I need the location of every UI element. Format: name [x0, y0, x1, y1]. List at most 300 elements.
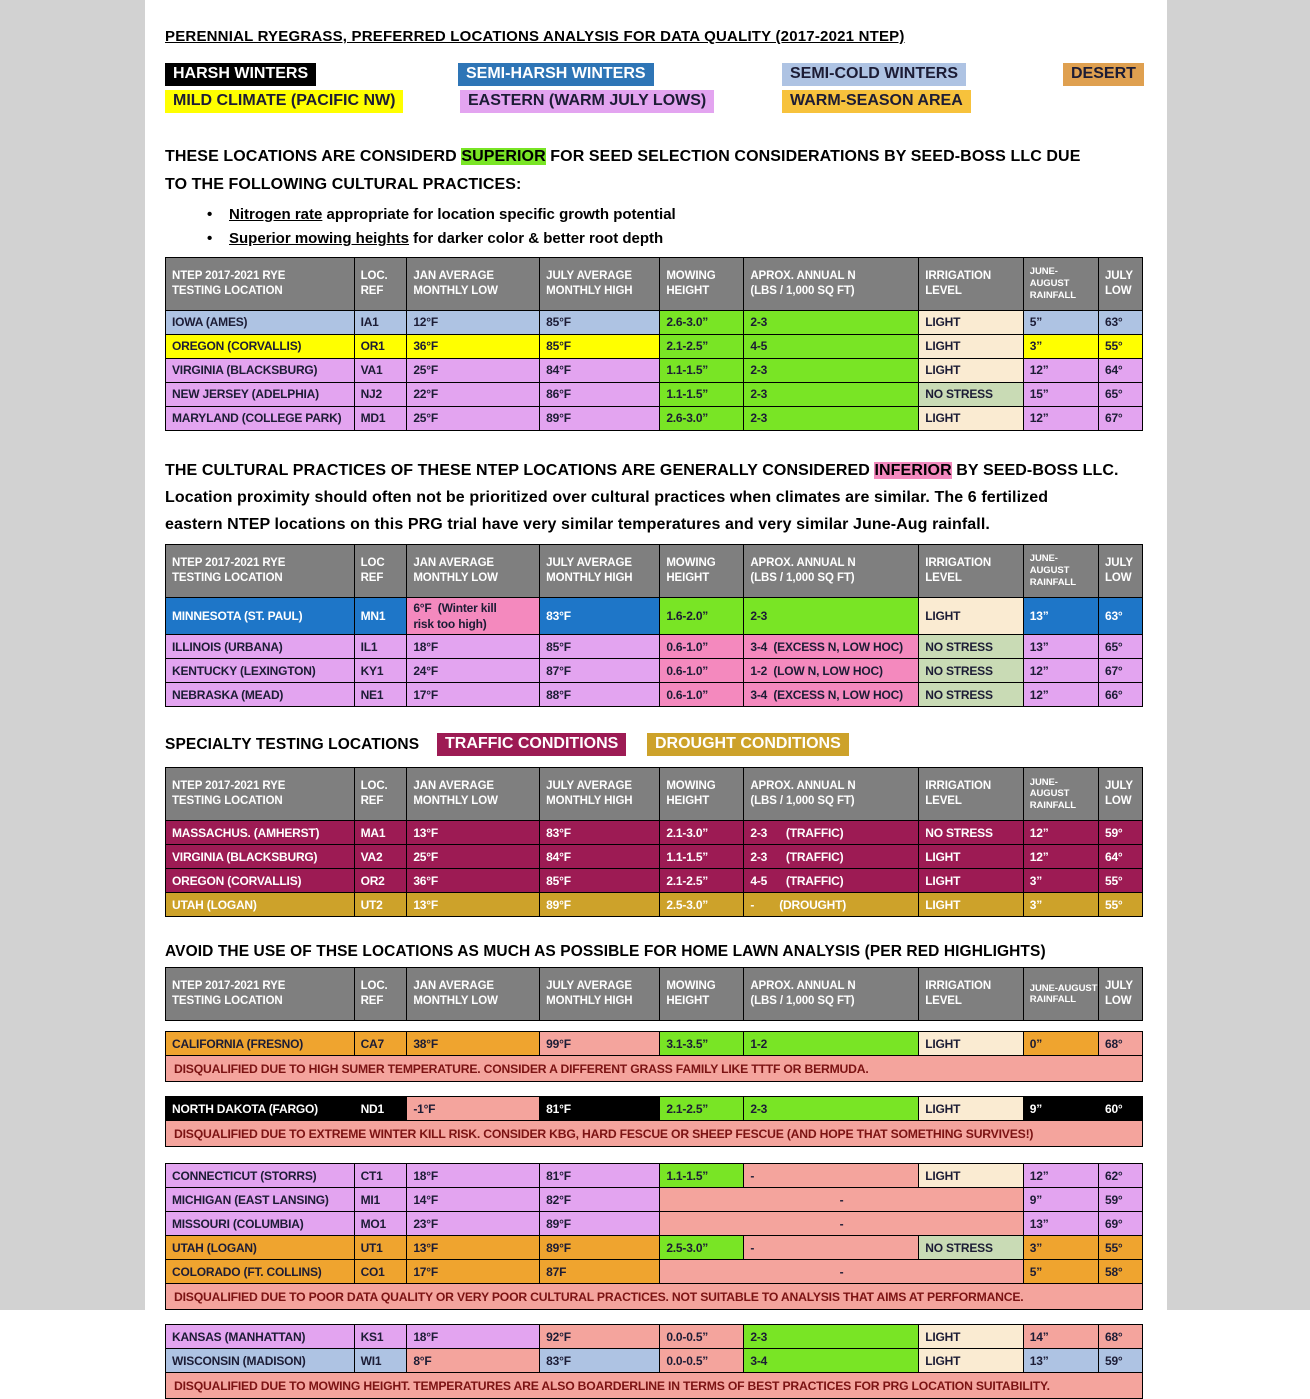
table-cell: 9”	[1023, 1097, 1098, 1121]
table-cell: 1.6-2.0”	[660, 598, 744, 635]
legend-badge: DESERT	[1063, 63, 1144, 86]
table-cell: ILLINOIS (URBANA)	[166, 635, 355, 659]
list-item	[165, 203, 1143, 227]
table-cell: 1.1-1.5”	[660, 383, 744, 407]
highlighted-text: SUPERIOR	[461, 148, 546, 165]
table-cell: LIGHT	[919, 311, 1024, 335]
table-cell: 2-3 (TRAFFIC)	[744, 821, 919, 845]
table-cell: 85°F	[540, 335, 660, 359]
table-cell: 25°F	[407, 359, 540, 383]
table-cell: NO STRESS	[919, 635, 1024, 659]
column-header: JULY AVERAGE MONTHLY HIGH	[540, 545, 660, 598]
table-cell: LIGHT	[919, 893, 1024, 917]
table-cell: 3-4 (EXCESS N, LOW HOC)	[744, 635, 919, 659]
column-header: LOC. REF	[354, 768, 407, 821]
note-row	[166, 1284, 1143, 1310]
column-header: JUNE- AUGUST RAINFALL	[1023, 768, 1098, 821]
table-row	[166, 1260, 1143, 1284]
table-cell: LIGHT	[919, 598, 1024, 635]
underlined-text: Nitrogen rate	[229, 206, 323, 223]
column-header: JULY LOW	[1098, 258, 1142, 311]
inferior-locations-table	[165, 544, 1143, 707]
table-cell: 99°F	[540, 1032, 660, 1056]
text-segment: TO THE FOLLOWING CULTURAL PRACTICES:	[165, 176, 522, 193]
table-cell: 15”	[1023, 383, 1098, 407]
table-cell: 3”	[1023, 869, 1098, 893]
table-cell: LIGHT	[919, 1164, 1024, 1188]
table-cell: 1-2	[744, 1032, 919, 1056]
table-cell: 67°	[1098, 659, 1142, 683]
table-row	[166, 598, 1143, 635]
table-cell: 9”	[1023, 1188, 1098, 1212]
table-cell: 12”	[1023, 407, 1098, 431]
column-header: JAN AVERAGE MONTHLY LOW	[407, 968, 540, 1021]
table-cell: 3-4 (EXCESS N, LOW HOC)	[744, 683, 919, 707]
text-segment: FOR SEED SELECTION CONSIDERATIONS BY SEED-BOSS LLC DUE	[545, 148, 1081, 165]
table-cell: 55°	[1098, 893, 1142, 917]
column-header: JUNE- AUGUST RAINFALL	[1023, 545, 1098, 598]
table-cell: 13°F	[407, 1236, 540, 1260]
table-cell: KENTUCKY (LEXINGTON)	[166, 659, 355, 683]
table-cell: CONNECTICUT (STORRS)	[166, 1164, 355, 1188]
north-dakota-table	[165, 1096, 1143, 1147]
table-cell: 68°	[1098, 1032, 1142, 1056]
table-cell: 2.6-3.0”	[660, 407, 744, 431]
table-cell: MISSOURI (COLUMBIA)	[166, 1212, 355, 1236]
table-cell: 13”	[1023, 598, 1098, 635]
table-cell: 4-5 (TRAFFIC)	[744, 869, 919, 893]
table-cell: CT1	[354, 1164, 407, 1188]
column-header: IRRIGATION LEVEL	[919, 545, 1024, 598]
table-cell: 14°F	[407, 1188, 540, 1212]
table-cell: LIGHT	[919, 407, 1024, 431]
table-row	[166, 869, 1143, 893]
table-row	[166, 821, 1143, 845]
table-cell: OR1	[354, 335, 407, 359]
table-cell: 13”	[1023, 1212, 1098, 1236]
table-cell: 3-4	[744, 1349, 919, 1373]
table-cell: 36°F	[407, 335, 540, 359]
table-cell: 82°F	[540, 1188, 660, 1212]
table-cell: NO STRESS	[919, 383, 1024, 407]
table-cell: -1°F	[407, 1097, 540, 1121]
table-cell: 2-3	[744, 311, 919, 335]
text-segment: THE CULTURAL PRACTICES OF THESE NTEP LOCATIONS ARE GENERALLY CONSIDERED	[165, 462, 875, 479]
table-cell: 2-3	[744, 598, 919, 635]
list-item	[165, 227, 1143, 251]
table-cell: 2.5-3.0”	[660, 1236, 744, 1260]
column-header: APROX. ANNUAL N (LBS / 1,000 SQ FT)	[744, 968, 919, 1021]
table-cell: 83°F	[540, 821, 660, 845]
table-cell: 55°	[1098, 335, 1142, 359]
table-cell: 64°	[1098, 359, 1142, 383]
table-cell: 65°	[1098, 383, 1142, 407]
mowing-height-group	[165, 1324, 1143, 1399]
table-cell: 2.1-2.5”	[660, 869, 744, 893]
table-cell: MD1	[354, 407, 407, 431]
table-cell: 66°	[1098, 683, 1142, 707]
column-header: JULY AVERAGE MONTHLY HIGH	[540, 768, 660, 821]
table-cell: CA7	[354, 1032, 407, 1056]
table-cell: 59°	[1098, 1349, 1142, 1373]
table-cell: 3”	[1023, 893, 1098, 917]
specialty-locations-table	[165, 767, 1143, 917]
table-cell: 12”	[1023, 821, 1098, 845]
table-cell: 55°	[1098, 869, 1142, 893]
table-cell: 84°F	[540, 845, 660, 869]
table-cell: 18°F	[407, 1164, 540, 1188]
text-segment: for darker color & better root depth	[409, 230, 664, 247]
table-row	[166, 1032, 1143, 1056]
table-cell: CALIFORNIA (FRESNO)	[166, 1032, 355, 1056]
column-header: JULY AVERAGE MONTHLY HIGH	[540, 968, 660, 1021]
table-row	[166, 1212, 1143, 1236]
table-cell: IL1	[354, 635, 407, 659]
column-header: JUNE-AUGUST RAINFALL	[1023, 968, 1098, 1021]
table-cell: 89°F	[540, 893, 660, 917]
table-cell: 84°F	[540, 359, 660, 383]
column-header: APROX. ANNUAL N (LBS / 1,000 SQ FT)	[744, 258, 919, 311]
table-cell: 55°	[1098, 1236, 1142, 1260]
table-cell: 8°F	[407, 1349, 540, 1373]
table-cell: 59°	[1098, 821, 1142, 845]
legend-badge: DROUGHT CONDITIONS	[647, 733, 849, 756]
table-cell: 88°F	[540, 683, 660, 707]
disqualification-note: DISQUALIFIED DUE TO MOWING HEIGHT. TEMPERATURES ARE ALSO BOARDERLINE IN TERMS OF BEST PRACTICES FOR PRG LOCATION SUITABILITY.	[166, 1373, 1143, 1399]
table-cell: 2.6-3.0”	[660, 311, 744, 335]
table-row	[166, 359, 1143, 383]
table-cell: UT2	[354, 893, 407, 917]
table-cell: 63°	[1098, 598, 1142, 635]
table-cell: NEW JERSEY (ADELPHIA)	[166, 383, 355, 407]
column-header: JULY LOW	[1098, 968, 1142, 1021]
table-cell: LIGHT	[919, 1032, 1024, 1056]
table-cell: 83°F	[540, 1349, 660, 1373]
table-cell: 13”	[1023, 635, 1098, 659]
table-cell: NO STRESS	[919, 821, 1024, 845]
poor-data-table	[165, 1163, 1143, 1310]
table-cell: NE1	[354, 683, 407, 707]
cultural-practices-list	[165, 203, 1143, 251]
table-cell: MINNESOTA (ST. PAUL)	[166, 598, 355, 635]
table-cell: LIGHT	[919, 359, 1024, 383]
table-cell: 1.1-1.5”	[660, 1164, 744, 1188]
table-cell: 0”	[1023, 1032, 1098, 1056]
table-cell: MO1	[354, 1212, 407, 1236]
table-cell: 81°F	[540, 1097, 660, 1121]
table-cell: 13”	[1023, 1349, 1098, 1373]
table-row	[166, 659, 1143, 683]
table-cell: 13°F	[407, 821, 540, 845]
table-header-row	[166, 768, 1143, 821]
table-cell: 22°F	[407, 383, 540, 407]
table-cell: OREGON (CORVALLIS)	[166, 335, 355, 359]
avoid-table-header	[165, 967, 1143, 1021]
table-cell: MICHIGAN (EAST LANSING)	[166, 1188, 355, 1212]
bullet-text	[229, 230, 663, 247]
legend-badge: EASTERN (WARM JULY LOWS)	[460, 90, 714, 113]
table-cell: -	[660, 1260, 1023, 1284]
table-cell: NJ2	[354, 383, 407, 407]
table-cell: ND1	[354, 1097, 407, 1121]
table-cell: 60°	[1098, 1097, 1142, 1121]
table-cell: KANSAS (MANHATTAN)	[166, 1325, 355, 1349]
climate-legend-row-2	[165, 90, 1143, 117]
table-row	[166, 893, 1143, 917]
california-table	[165, 1031, 1143, 1082]
table-cell: KY1	[354, 659, 407, 683]
note-row	[166, 1373, 1143, 1399]
table-cell: NO STRESS	[919, 1236, 1024, 1260]
table-cell: 69°	[1098, 1212, 1142, 1236]
table-cell: 63°	[1098, 311, 1142, 335]
table-cell: 89°F	[540, 1236, 660, 1260]
column-header: JAN AVERAGE MONTHLY LOW	[407, 768, 540, 821]
table-cell: OR2	[354, 869, 407, 893]
column-header: IRRIGATION LEVEL	[919, 768, 1024, 821]
specialty-heading-row	[165, 733, 1143, 761]
column-header: NTEP 2017-2021 RYE TESTING LOCATION	[166, 768, 355, 821]
table-row	[166, 845, 1143, 869]
table-cell: 65°	[1098, 635, 1142, 659]
table-cell: 4-5	[744, 335, 919, 359]
table-cell: 6°F (Winter kill risk too high)	[407, 598, 540, 635]
table-header-row	[166, 258, 1143, 311]
inferior-locations-paragraph	[165, 457, 1143, 538]
disqualification-note: DISQUALIFIED DUE TO HIGH SUMER TEMPERATURE. CONSIDER A DIFFERENT GRASS FAMILY LIKE TTTF OR BERMUDA.	[166, 1056, 1143, 1082]
table-cell: 12”	[1023, 845, 1098, 869]
table-cell: 59°	[1098, 1188, 1142, 1212]
table-row	[166, 635, 1143, 659]
table-cell: 0.6-1.0”	[660, 635, 744, 659]
table-cell: WI1	[354, 1349, 407, 1373]
table-cell: 12”	[1023, 683, 1098, 707]
table-cell: -	[660, 1188, 1023, 1212]
page-title: PERENNIAL RYEGRASS, PREFERRED LOCATIONS ANALYSIS FOR DATA QUALITY (2017-2021 NTEP)	[165, 28, 905, 45]
table-cell: 12”	[1023, 659, 1098, 683]
note-row	[166, 1121, 1143, 1147]
table-cell: 87°F	[540, 659, 660, 683]
california-group	[165, 1031, 1143, 1082]
mowing-height-table	[165, 1324, 1143, 1399]
table-cell: 2-3	[744, 359, 919, 383]
legend-badge: SEMI-COLD WINTERS	[782, 63, 966, 86]
table-cell: NO STRESS	[919, 683, 1024, 707]
text-segment: THESE LOCATIONS ARE CONSIDERD	[165, 148, 462, 165]
table-cell: KS1	[354, 1325, 407, 1349]
table-cell: 24°F	[407, 659, 540, 683]
table-cell: 36°F	[407, 869, 540, 893]
legend-badge: TRAFFIC CONDITIONS	[437, 733, 626, 756]
table-cell: 1-2 (LOW N, LOW HOC)	[744, 659, 919, 683]
table-cell: 68°	[1098, 1325, 1142, 1349]
north-dakota-group	[165, 1096, 1143, 1147]
table-cell: 62°	[1098, 1164, 1142, 1188]
table-cell: 2-3	[744, 1097, 919, 1121]
table-cell: 1.1-1.5”	[660, 845, 744, 869]
table-cell: 87F	[540, 1260, 660, 1284]
superior-locations-table	[165, 257, 1143, 431]
table-cell: 5”	[1023, 1260, 1098, 1284]
table-cell: 83°F	[540, 598, 660, 635]
bullet-icon: •	[207, 206, 213, 223]
table-cell: LIGHT	[919, 869, 1024, 893]
table-cell: 85°F	[540, 869, 660, 893]
column-header: APROX. ANNUAL N (LBS / 1,000 SQ FT)	[744, 768, 919, 821]
climate-legend-row-1	[165, 63, 1143, 90]
text-segment: Location proximity should often not be prioritized over cultural practices when climates are similar. The 6 fertilized	[165, 489, 1049, 506]
poor-data-group	[165, 1163, 1143, 1310]
underlined-text: Superior mowing heights	[229, 230, 410, 247]
table-row	[166, 335, 1143, 359]
table-cell: 92°F	[540, 1325, 660, 1349]
highlighted-text: INFERIOR	[874, 462, 952, 479]
column-header: JULY AVERAGE MONTHLY HIGH	[540, 258, 660, 311]
text-segment: BY SEED-BOSS LLC.	[951, 462, 1119, 479]
table-cell: MN1	[354, 598, 407, 635]
column-header: MOWING HEIGHT	[660, 968, 744, 1021]
legend-badge: WARM-SEASON AREA	[782, 90, 971, 113]
table-cell: 85°F	[540, 635, 660, 659]
table-cell: 2-3	[744, 383, 919, 407]
table-row	[166, 1325, 1143, 1349]
table-cell: - (DROUGHT)	[744, 893, 919, 917]
table-cell: 25°F	[407, 407, 540, 431]
table-cell: NO STRESS	[919, 659, 1024, 683]
table-cell: VIRGINIA (BLACKSBURG)	[166, 845, 355, 869]
disqualification-note: DISQUALIFIED DUE TO EXTREME WINTER KILL RISK. CONSIDER KBG, HARD FESCUE OR SHEEP FESCUE (AND HOPE THAT SOMETHING SURVIVES!)	[166, 1121, 1143, 1147]
table-cell: NORTH DAKOTA (FARGO)	[166, 1097, 355, 1121]
table-cell: UTAH (LOGAN)	[166, 1236, 355, 1260]
table-row	[166, 407, 1143, 431]
table-cell: OREGON (CORVALLIS)	[166, 869, 355, 893]
table-cell: MASSACHUS. (AMHERST)	[166, 821, 355, 845]
table-cell: LIGHT	[919, 845, 1024, 869]
superior-locations-paragraph	[165, 143, 1143, 199]
table-cell: 14”	[1023, 1325, 1098, 1349]
table-row	[166, 1236, 1143, 1260]
table-cell: 67°	[1098, 407, 1142, 431]
table-cell: -	[660, 1212, 1023, 1236]
table-cell: VIRGINIA (BLACKSBURG)	[166, 359, 355, 383]
table-row	[166, 383, 1143, 407]
table-cell: 2.1-2.5”	[660, 335, 744, 359]
column-header: JULY LOW	[1098, 768, 1142, 821]
text-segment: eastern NTEP locations on this PRG trial have very similar temperatures and very similar June-Aug rainfall.	[165, 516, 990, 533]
table-cell: UTAH (LOGAN)	[166, 893, 355, 917]
table-cell: 38°F	[407, 1032, 540, 1056]
column-header: LOC. REF	[354, 258, 407, 311]
table-cell: MA1	[354, 821, 407, 845]
bullet-icon: •	[207, 230, 213, 247]
table-cell: 18°F	[407, 635, 540, 659]
column-header: MOWING HEIGHT	[660, 258, 744, 311]
text-segment: appropriate for location specific growth potential	[322, 206, 676, 223]
table-cell: 81°F	[540, 1164, 660, 1188]
table-cell: 1.1-1.5”	[660, 359, 744, 383]
column-header: APROX. ANNUAL N (LBS / 1,000 SQ FT)	[744, 545, 919, 598]
table-row	[166, 311, 1143, 335]
table-cell: 2-3	[744, 1325, 919, 1349]
table-cell: 17°F	[407, 683, 540, 707]
column-header: NTEP 2017-2021 RYE TESTING LOCATION	[166, 545, 355, 598]
legend-badge: HARSH WINTERS	[165, 63, 316, 86]
table-cell: MI1	[354, 1188, 407, 1212]
table-cell: 2-3 (TRAFFIC)	[744, 845, 919, 869]
table-cell: VA1	[354, 359, 407, 383]
table-cell: 5”	[1023, 311, 1098, 335]
column-header: MOWING HEIGHT	[660, 545, 744, 598]
table-cell: 64°	[1098, 845, 1142, 869]
table-cell: UT1	[354, 1236, 407, 1260]
table-cell: IA1	[354, 311, 407, 335]
table-cell: 3”	[1023, 1236, 1098, 1260]
table-cell: -	[744, 1236, 919, 1260]
legend-badge: MILD CLIMATE (PACIFIC NW)	[165, 90, 403, 113]
table-row	[166, 1097, 1143, 1121]
table-cell: 89°F	[540, 1212, 660, 1236]
table-cell: 18°F	[407, 1325, 540, 1349]
column-header: LOC REF	[354, 545, 407, 598]
table-cell: VA2	[354, 845, 407, 869]
disqualification-note: DISQUALIFIED DUE TO POOR DATA QUALITY OR VERY POOR CULTURAL PRACTICES. NOT SUITABLE TO ANALYSIS THAT AIMS AT PERFORMANCE.	[166, 1284, 1143, 1310]
column-header: JULY LOW	[1098, 545, 1142, 598]
column-header: IRRIGATION LEVEL	[919, 258, 1024, 311]
table-cell: 2.1-2.5”	[660, 1097, 744, 1121]
table-cell: COLORADO (FT. COLLINS)	[166, 1260, 355, 1284]
table-cell: 23°F	[407, 1212, 540, 1236]
table-cell: MARYLAND (COLLEGE PARK)	[166, 407, 355, 431]
table-header-row	[166, 545, 1143, 598]
column-header: NTEP 2017-2021 RYE TESTING LOCATION	[166, 258, 355, 311]
table-cell: LIGHT	[919, 1097, 1024, 1121]
table-header-row	[166, 968, 1143, 1021]
table-cell: 2-3	[744, 407, 919, 431]
column-header: LOC. REF	[354, 968, 407, 1021]
table-row	[166, 1164, 1143, 1188]
table-cell: 3”	[1023, 335, 1098, 359]
column-header: MOWING HEIGHT	[660, 768, 744, 821]
table-cell: 85°F	[540, 311, 660, 335]
table-cell: 86°F	[540, 383, 660, 407]
document-page	[145, 0, 1167, 1393]
table-cell: 17°F	[407, 1260, 540, 1284]
table-cell: 12”	[1023, 1164, 1098, 1188]
table-cell: LIGHT	[919, 1349, 1024, 1373]
table-cell: 12”	[1023, 359, 1098, 383]
table-row	[166, 1349, 1143, 1373]
table-row	[166, 1188, 1143, 1212]
column-header: JUNE- AUGUST RAINFALL	[1023, 258, 1098, 311]
table-cell: 0.6-1.0”	[660, 659, 744, 683]
table-cell: -	[744, 1164, 919, 1188]
avoid-heading: AVOID THE USE OF THSE LOCATIONS AS MUCH AS POSSIBLE FOR HOME LAWN ANALYSIS (PER RED HIGHLIGHTS)	[165, 943, 1046, 961]
table-cell: LIGHT	[919, 335, 1024, 359]
table-cell: 13°F	[407, 893, 540, 917]
table-cell: CO1	[354, 1260, 407, 1284]
table-cell: 25°F	[407, 845, 540, 869]
document-content	[145, 0, 1167, 1399]
table-row	[166, 683, 1143, 707]
table-cell: 3.1-3.5”	[660, 1032, 744, 1056]
table-cell: 12°F	[407, 311, 540, 335]
table-cell: WISCONSIN (MADISON)	[166, 1349, 355, 1373]
bullet-text	[229, 206, 676, 223]
column-header: IRRIGATION LEVEL	[919, 968, 1024, 1021]
column-header: JAN AVERAGE MONTHLY LOW	[407, 545, 540, 598]
table-cell: 2.1-3.0”	[660, 821, 744, 845]
table-cell: LIGHT	[919, 1325, 1024, 1349]
